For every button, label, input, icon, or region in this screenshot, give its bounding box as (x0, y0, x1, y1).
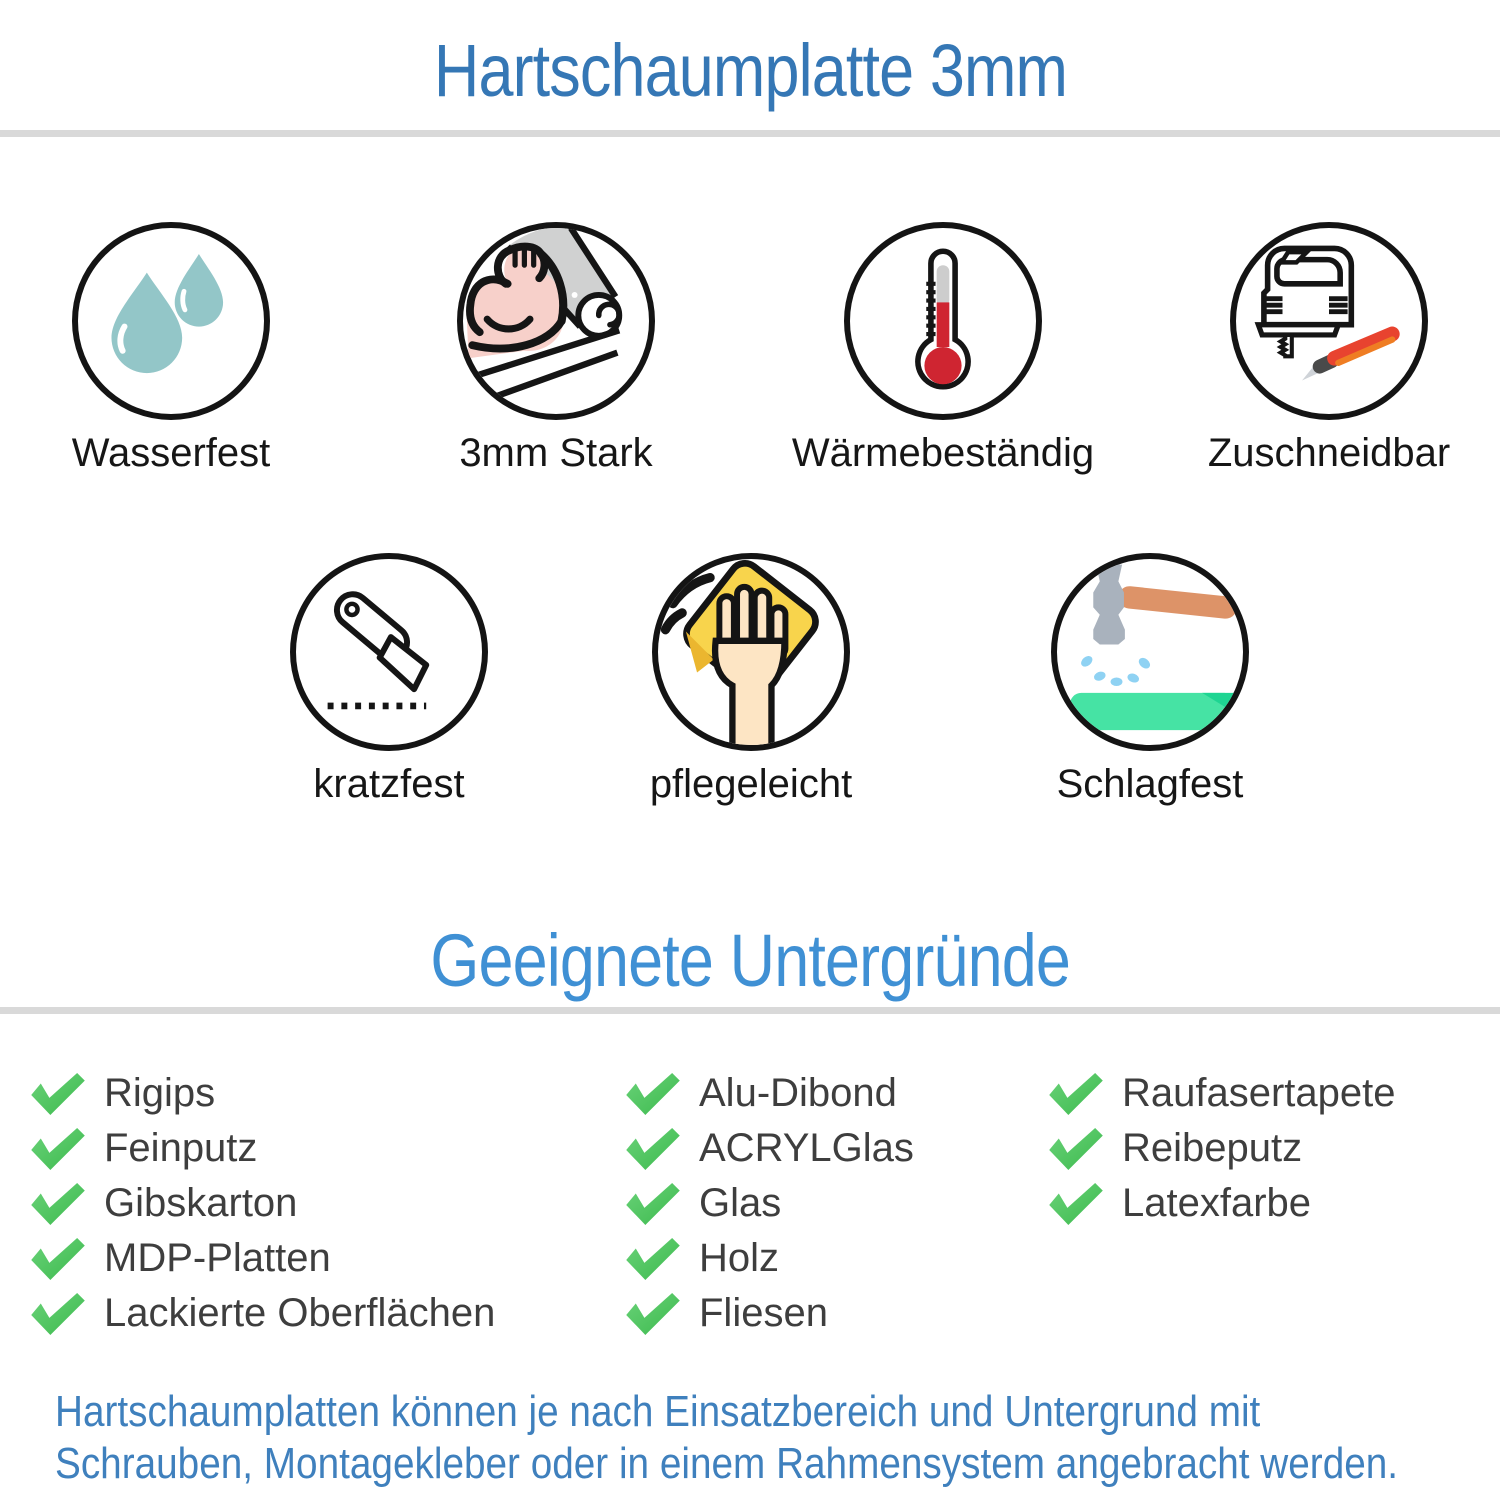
check-icon (1048, 1072, 1104, 1116)
list-item (1048, 1121, 1396, 1176)
page-title-text: Hartschaumplatte 3mm (433, 29, 1067, 112)
feature-label: 3mm Stark (459, 431, 653, 475)
section-title (0, 918, 1500, 1003)
substrate-label: ACRYLGlas (699, 1126, 914, 1170)
substrate-label: Rigips (104, 1071, 216, 1115)
water-drops-icon (72, 222, 270, 420)
substrates-column-1 (30, 1066, 495, 1341)
list-item (1048, 1176, 1396, 1231)
hammer-icon (1051, 553, 1249, 751)
list-item (30, 1286, 495, 1341)
check-icon (30, 1127, 86, 1171)
list-item (1048, 1066, 1396, 1121)
check-icon (30, 1072, 86, 1116)
feature-kratzfest (199, 553, 579, 807)
substrate-label: Holz (699, 1236, 780, 1280)
feature-zuschneidbar (1139, 222, 1500, 476)
check-icon (1048, 1182, 1104, 1226)
feature-label: Zuschneidbar (1207, 431, 1451, 475)
substrate-label: Reibeputz (1122, 1126, 1303, 1170)
substrate-label: Fliesen (699, 1291, 828, 1335)
substrate-label: Feinputz (104, 1126, 258, 1170)
check-icon (625, 1182, 681, 1226)
substrate-label: Gibskarton (104, 1181, 298, 1225)
divider-middle (0, 1007, 1500, 1014)
substrate-label: Raufasertapete (1122, 1071, 1396, 1115)
feature-label: kratzfest (313, 762, 465, 806)
feature-label: pflegeleicht (649, 762, 853, 806)
page-title (0, 28, 1500, 113)
utility-knife-icon (290, 553, 488, 751)
feature-waermebestaendig (753, 222, 1133, 476)
feature-label: Wasserfest (71, 431, 271, 475)
check-icon (625, 1072, 681, 1116)
wiping-hand-icon (652, 553, 850, 751)
list-item (625, 1066, 914, 1121)
divider-top (0, 130, 1500, 137)
feature-schlagfest (960, 553, 1340, 807)
footer-line-1: Hartschaumplatten können je nach Einsatzbereich und Untergrund mit (55, 1387, 1261, 1436)
substrates-column-2 (625, 1066, 914, 1341)
substrate-label: MDP-Platten (104, 1236, 331, 1280)
jigsaw-icon (1230, 222, 1428, 420)
section-title-text: Geeignete Untergründe (430, 919, 1070, 1002)
list-item (30, 1231, 495, 1286)
check-icon (625, 1127, 681, 1171)
list-item (30, 1121, 495, 1176)
list-item (30, 1176, 495, 1231)
footer-note (55, 1386, 1500, 1490)
list-item (30, 1066, 495, 1121)
list-item (625, 1231, 914, 1286)
list-item (625, 1286, 914, 1341)
feature-wasserfest (0, 222, 361, 476)
check-icon (625, 1292, 681, 1336)
check-icon (625, 1237, 681, 1281)
list-item (625, 1176, 914, 1231)
check-icon (1048, 1127, 1104, 1171)
feature-pflegeleicht (561, 553, 941, 807)
feature-3mm-stark (366, 222, 746, 476)
footer-line-2: Schrauben, Montagekleber oder in einem Rahmensystem angebracht werden. (55, 1439, 1399, 1488)
substrate-label: Latexfarbe (1122, 1181, 1312, 1225)
feature-label: Wärmebeständig (791, 431, 1095, 475)
check-icon (30, 1182, 86, 1226)
substrate-label: Lackierte Oberflächen (104, 1291, 496, 1335)
strong-arm-icon (457, 222, 655, 420)
substrate-label: Alu-Dibond (699, 1071, 897, 1115)
check-icon (30, 1237, 86, 1281)
check-icon (30, 1292, 86, 1336)
list-item (625, 1121, 914, 1176)
feature-label: Schlagfest (1056, 762, 1244, 806)
substrate-label: Glas (699, 1181, 782, 1225)
thermometer-icon (844, 222, 1042, 420)
substrates-column-3 (1048, 1066, 1396, 1231)
